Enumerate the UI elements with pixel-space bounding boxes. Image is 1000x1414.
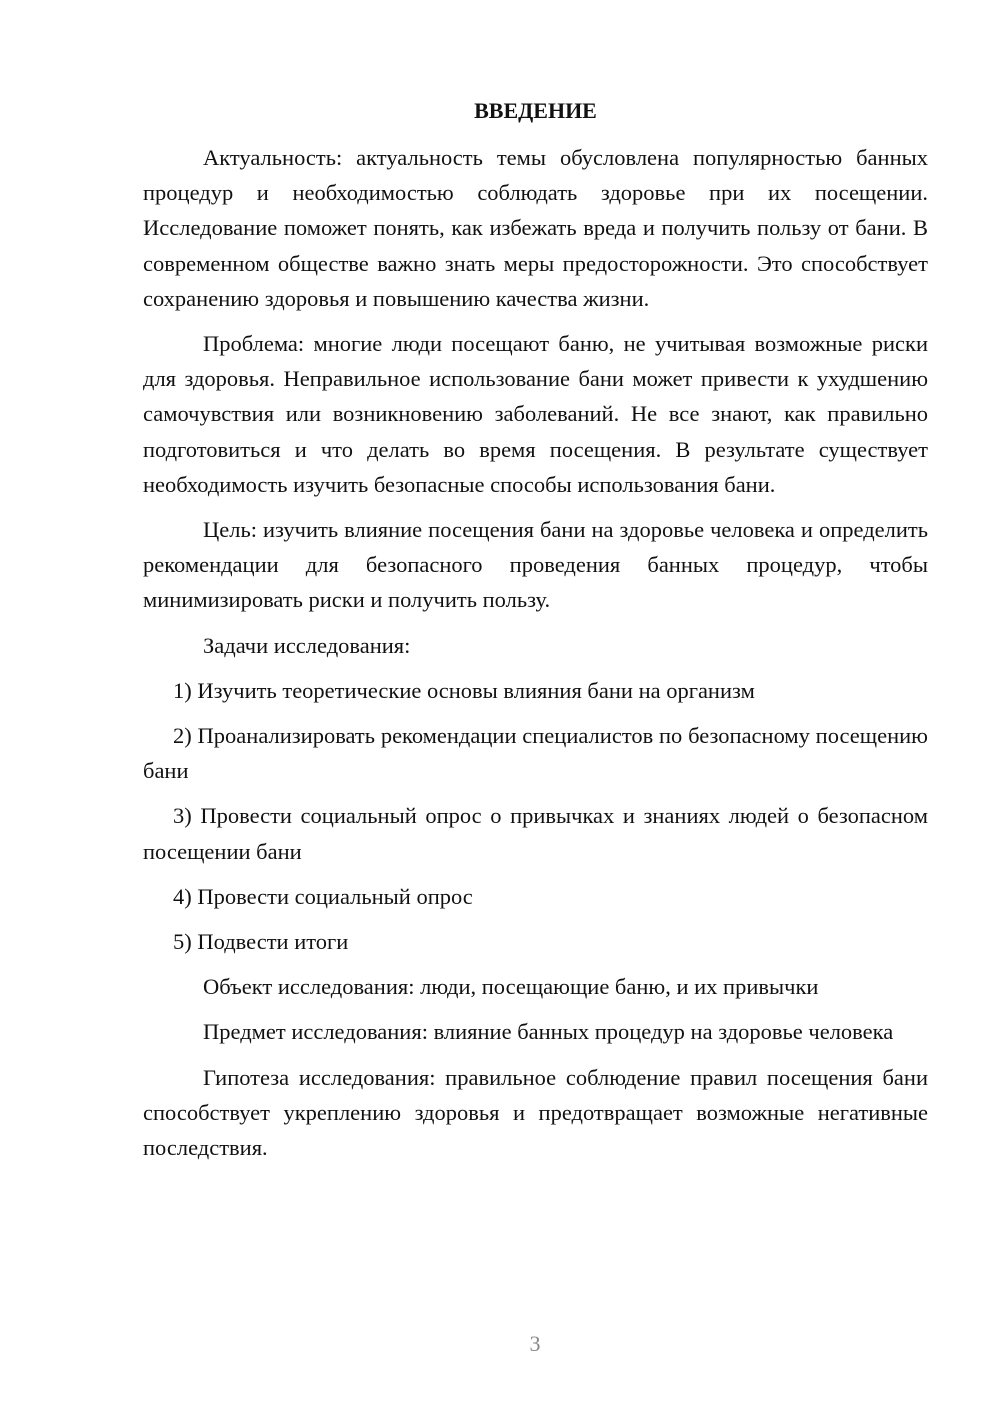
hypothesis-paragraph: Гипотеза исследования: правильное соблюдение правил посещения бани способствует укреплению здоровья и предотвращает возможные негативные последствия.	[143, 1064, 928, 1161]
tasks-heading: Задачи исследования:	[203, 632, 411, 658]
task-item-1: 1) Изучить теоретические основы влияния бани на организм	[173, 677, 755, 703]
task-item-3: 3) Провести социальный опрос о привычках и знаниях людей о безопасном посещении бани	[143, 803, 928, 864]
object-paragraph: Объект исследования: люди, посещающие баню, и их привычки	[203, 974, 819, 1000]
problem-paragraph: Проблема: многие люди посещают баню, не учитывая возможные риски для здоровья. Неправильное использование бани может привести к ухудшению самочувствия или возникновению заболеваний. Не все знают, как правильно подготовиться и что делать во время посещения. В результате существует необходимость изучить безопасные способы использования бани.	[143, 331, 928, 497]
relevance-paragraph: Актуальность: актуальность темы обусловлена популярностью банных процедур и необходимостью соблюдать здоровье при их посещении. Исследование поможет понять, как избежать вреда и получить пользу от бани. В современном обществе важно знать меры предосторожности. Это способствует сохранению здоровья и повышению качества жизни.	[143, 145, 928, 311]
task-item-5: 5) Подвести итоги	[173, 929, 349, 955]
subject-paragraph: Предмет исследования: влияние банных процедур на здоровье человека	[203, 1019, 894, 1045]
task-item-4: 4) Провести социальный опрос	[173, 883, 473, 909]
document-page	[143, 93, 928, 1175]
goal-paragraph: Цель: изучить влияние посещения бани на здоровье человека и определить рекомендации для безопасного проведения банных процедур, чтобы минимизировать риски и получить пользу.	[143, 517, 928, 613]
task-item-2: 2) Проанализировать рекомендации специалистов по безопасному посещению бани	[143, 723, 928, 784]
page-number: 3	[529, 1331, 541, 1356]
page-title: ВВЕДЕНИЕ	[474, 98, 597, 123]
